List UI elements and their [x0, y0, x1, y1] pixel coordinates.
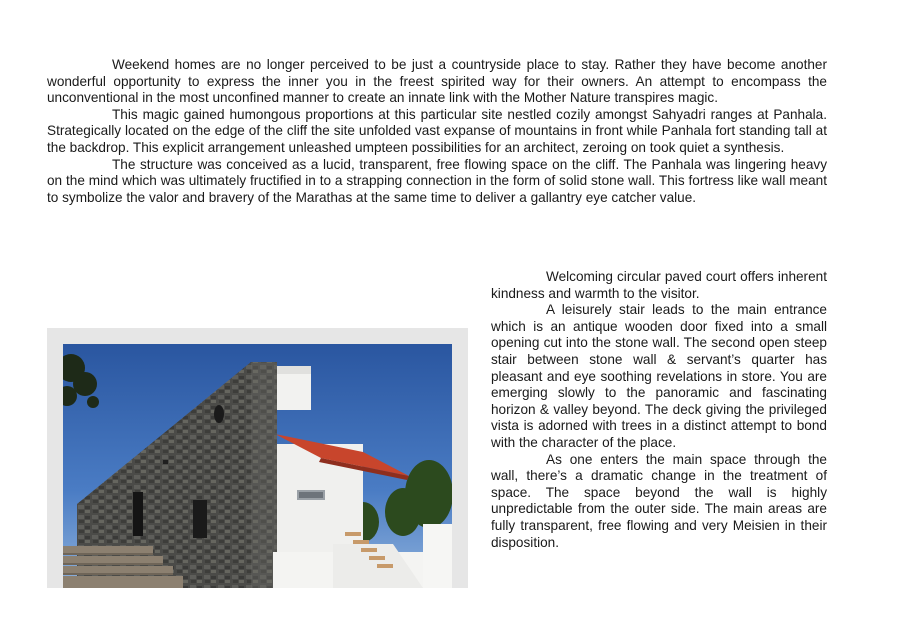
paragraph: Welcoming circular paved court offers inherent kindness and warmth to the visitor.	[491, 269, 827, 301]
photo-frame	[47, 328, 468, 588]
description-text	[491, 269, 827, 551]
intro-text	[47, 57, 827, 206]
paragraph: Weekend homes are no longer perceived to be just a countryside place to stay. Rather they have become another wonderful opportunity to express the inner you in the freest spirited way for their owners. An attempt to encompass the unconventional in the most unconfined manner to create an innate link with the Mother Nature transpires magic.	[47, 57, 827, 106]
paragraph: This magic gained humongous proportions at this particular site nestled cozily amongst Sahyadri ranges at Panhala. Strategically located on the edge of the cliff the site unfolded vast expanse of mountains in front while Panhala fort standing tall at the backdrop. This explicit arrangement unleashed umpteen possibilities for an architect, zeroing on took quiet a synthesis.	[47, 106, 827, 155]
house-photo	[63, 344, 452, 588]
paragraph: As one enters the main space through the wall, there’s a dramatic change in the treatment of space. The space beyond the wall is highly unpredictable from the outer side. The main areas are fully transparent, free flowing and very Meisien in their disposition.	[491, 451, 827, 550]
paragraph: A leisurely stair leads to the main entrance which is an antique wooden door fixed into a small opening cut into the stone wall. The second open steep stair between stone wall & servant’s quarter has pleasant and eye soothing revelations in store. You are emerging slowly to the panoramic and fascinating horizon & valley beyond. The deck giving the privileged vista is adorned with trees in a distinct attempt to bond with the character of the place.	[491, 302, 827, 450]
paragraph: The structure was conceived as a lucid, transparent, free flowing space on the cliff. The Panhala was lingering heavy on the mind which was ultimately fructified in to a strapping connection in the form of solid stone wall. This fortress like wall meant to symbolize the valor and bravery of the Marathas at the same time to deliver a gallantry eye catcher value.	[47, 156, 827, 205]
